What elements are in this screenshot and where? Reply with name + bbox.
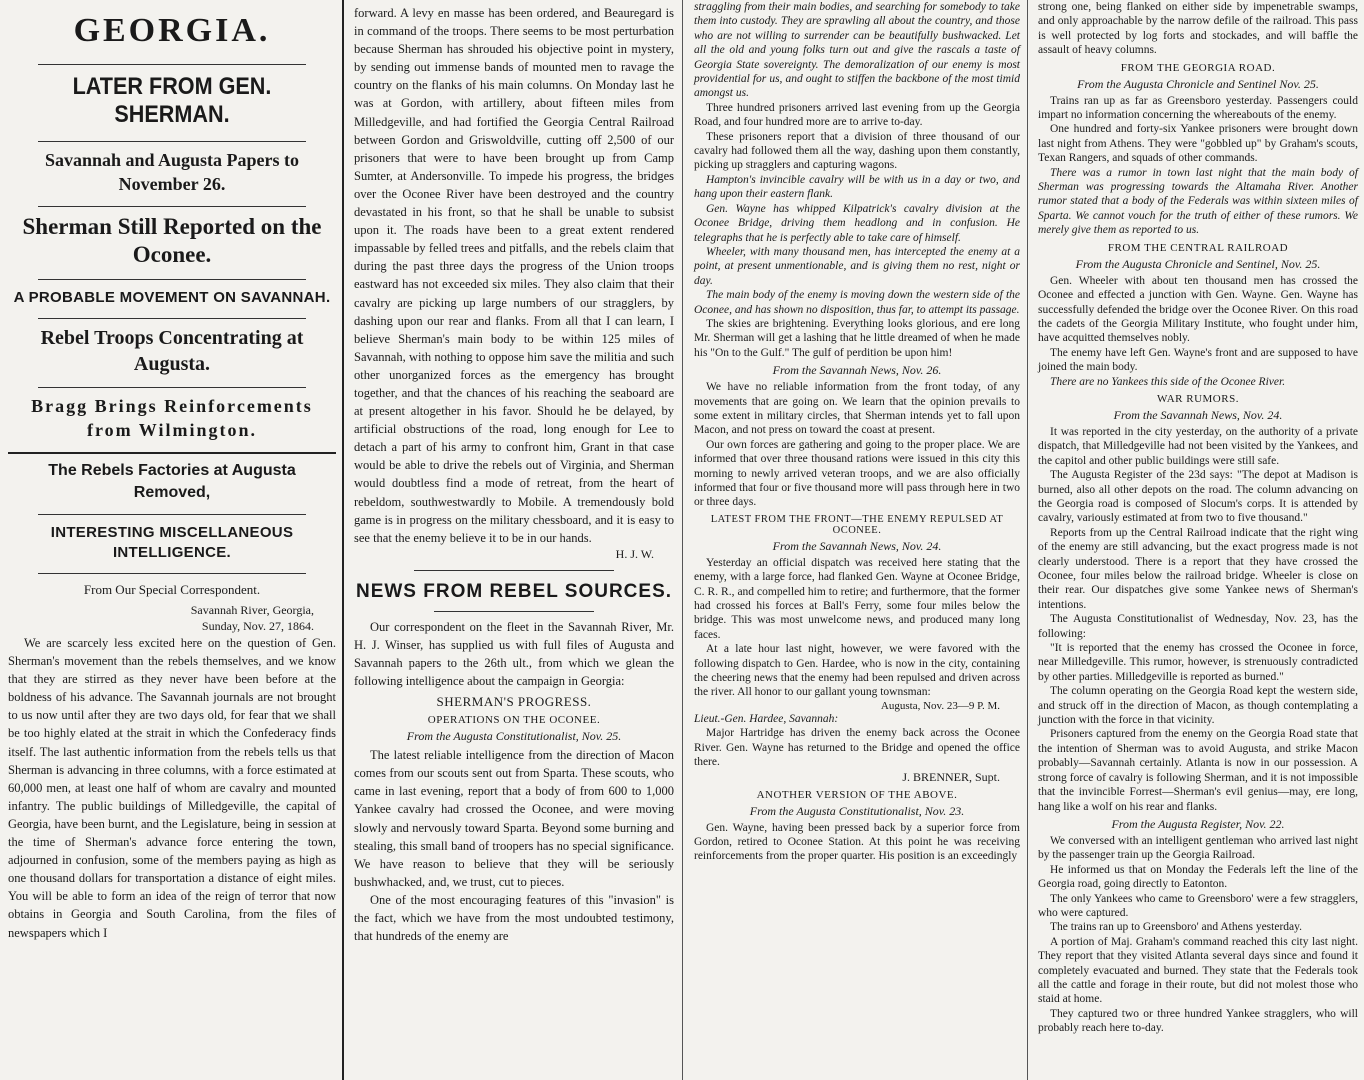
column-rule (342, 0, 344, 1080)
headline-deck: Sherman Still Reported on the Oconee. (22, 214, 322, 267)
article-paragraph: The Augusta Constitutionalist of Wednesday, Nov. 23, has the following: (1038, 613, 1358, 640)
dateline: Savannah River, Georgia, (190, 603, 314, 617)
article-paragraph: Trains ran up as far as Greensboro yesterday. Passengers could impart no information concerning the whereabouts of the enemy. (1038, 94, 1358, 122)
article-paragraph: At a late hour last night, however, we were favored with the following dispatch to Gen. Hardee, who is now in the city, containing the cheering news that the enemy had been repulsed and driven across the river. All honor to our gallant young townsman: (694, 643, 1020, 699)
sub-heading: FROM THE CENTRAL RAILROAD (1107, 241, 1289, 254)
column-rule (1027, 0, 1028, 1080)
article-paragraph: There are no Yankees this side of the Oconee River. (1050, 375, 1286, 388)
source-line: From the Savannah News, Nov. 24. (1113, 407, 1283, 422)
divider (434, 611, 594, 612)
article-paragraph: These prisoners report that a division of three thousand of our cavalry had followed them all the way, dashing upon them constantly, picking up stragglers and capturing wagons. (694, 130, 1020, 172)
headline-deck: Rebel Troops Concentrating at Augusta. (40, 327, 304, 375)
article-paragraph: One hundred and forty-six Yankee prisoners were brought down last night from Athens. They were "gobbled up" by Graham's scouts, Texan Rangers, and squads of other commands. (1038, 123, 1358, 165)
article-paragraph: straggling from their main bodies, and searching for somebody to take them into custody. They are sprawling all about the country, and those who are not willing to surrender can be beautifully bushwacked. Let all the old and young folks turn out and give the rascals a taste of Georgia State sovereignty. The demoralization of our enemy is most providential for us, and ought to stiffen the backbone of the most timid amongst us. (694, 1, 1020, 100)
article-paragraph: Three hundred prisoners arrived last evening from up the Georgia Road, and four hundred more are to arrive to-day. (694, 101, 1020, 129)
signature: J. BRENNER, Supt. (902, 769, 1000, 784)
article-paragraph: strong one, being flanked on either side by impenetrable swamps, and only approachable by the narrow defile of the railroad. This pass is well protected by log forts and stockades, and will baffle the assault of heavy columns. (1038, 1, 1358, 57)
article-paragraph: There was a rumor in town last night that the main body of Sherman was progressing towards the Altamaha River. Another rumor stated that a body of the Federals was within sixteen miles of Sparta. We cannot vouch for the truth of either of these rumors. We merely give them as reported to us. (1038, 166, 1358, 237)
source-line: From the Savannah News, Nov. 24. (772, 538, 942, 553)
article-paragraph: We have no reliable information from the front today, of any movements that are going on. We learn that the opinion prevails to some extent in military circles, that Sherman intends yet to fall upon Macon, and not press on toward the coast at present. (694, 381, 1020, 437)
dispatch-address: Lieut.-Gen. Hardee, Savannah: (694, 712, 839, 725)
source-line: From the Augusta Chronicle and Sentinel, Nov. 25. (1075, 256, 1321, 271)
sub-heading: LATEST FROM THE FRONT—THE ENEMY REPULSED AT OCONEE. (710, 513, 1004, 536)
article-paragraph: We are scarcely less excited here on the question of Gen. Sherman's movement than the rebels themselves, and we know that they are stirred as they never have been before at the boldness of his advance. The Savannah journals are not brought to us now until after they are two days old, for fear that we shall be too highly elated at the strait in which the Confederacy finds itself. The last authentic information from the rebels tells us that Sherman is advancing in three columns, with a force estimated at 60,000 men, at least one half of whom are cavalry and mounted infantry. The public buildings of Milledgeville, the capital of Georgia, have been burnt, and the Legislature, being in session at the time of Sherman's advance force entering the town, adjourned in confusion, some of the members paying as high as one thousand dollars for transportation a distance of eight miles. You will be able to form an idea of the reign of terror that now obtains in Georgia and South Carolina, from the files of newspapers which I (8, 636, 336, 940)
article-paragraph: One of the most encouraging features of this "invasion" is the fact, which we have from the most undoubted testimony, that hundreds of the enemy are (354, 892, 674, 944)
signature: H. J. W. (615, 546, 654, 561)
article-paragraph: They captured two or three hundred Yankee stragglers, who will probably reach here to-day. (1038, 1007, 1358, 1035)
article-paragraph: Hampton's invincible cavalry will be with us in a day or two, and hang upon their eastern flank. (694, 173, 1020, 201)
article-paragraph: It was reported in the city yesterday, on the authority of a private dispatch, that Milledgeville had not been visited by the Yankees, and the capitol and other public buildings were still safe. (1038, 425, 1358, 467)
column-1 (0, 0, 342, 1080)
source-line: From the Augusta Constitutionalist, Nov. 25. (406, 729, 622, 744)
article-paragraph: Yesterday an official dispatch was received here stating that the enemy, with a large force, had flanked Gen. Wayne at Oconee Bridge, C. R. R., and compelled him to retire; and furthermore, that the former had crossed his forces at Ball's Ferry, some four miles below the bridge. This was most unwelcome news, and produced many long faces. (694, 556, 1020, 641)
article-paragraph: Gen. Wayne, having been pressed back by a superior force from Gordon, retired to Oconee Station. At this point he was receiving reinforcements from the proper quarter. His position is an exceedingly (694, 821, 1020, 863)
article-paragraph: The enemy have left Gen. Wayne's front and are supposed to have joined the main body. (1038, 346, 1358, 374)
column-4 (1030, 0, 1364, 1080)
source-line: From the Augusta Constitutionalist, Nov. 23. (749, 803, 965, 818)
divider (414, 570, 614, 571)
article-paragraph: The latest reliable intelligence from the direction of Macon comes from our scouts sent out from Sparta. These scouts, who came in last evening, report that a body of from 600 to 1,000 Yankee cavalry had crossed the Oconee, and were moving slowly and nervously toward Sparta. Beyond some burning and stealing, this small band of troopers has no special significance. We have reason to believe that they will be seriously bushwhacked, and, we trust, cut to pieces. (354, 748, 674, 889)
source-line: From the Savannah News, Nov. 26. (772, 363, 942, 378)
headline-deck: INTERESTING MISCELLANEOUS INTELLIGENCE. (50, 524, 294, 561)
source-line: From the Augusta Register, Nov. 22. (1111, 816, 1285, 831)
article-paragraph: Prisoners captured from the enemy on the Georgia Road state that the intention of Sherman was to avoid Augusta, and strike Macon probably—Savannah certainly. Atlanta is now in our possession. A strong force of cavalry is following Sherman, and it is not impossible that the invincible Forrest—Sherman's evil genius—may, ere long, hang like a wolf on his rear and flanks. (1038, 728, 1358, 813)
column-3 (686, 0, 1026, 1080)
sub-heading: OPERATIONS ON THE OCONEE. (427, 714, 601, 727)
divider (38, 573, 306, 574)
article-paragraph: The only Yankees who came to Greensboro' were a few stragglers, who were captured. (1038, 892, 1358, 919)
article-paragraph: The Augusta Register of the 23d says: "The depot at Madison is burned, also all other depots on the road. The column advancing on the Georgia road is composed of Slocum's corps. It is attended by cavalry, variously estimated at from two to five thousand." (1038, 469, 1358, 525)
headline-deck: Savannah and Augusta Papers to November 26. (44, 150, 300, 194)
article-paragraph: Wheeler, with many thousand men, has intercepted the enemy at a point, at present unmentionable, and is giving them no rest, night or day. (694, 245, 1020, 287)
byline: From Our Special Correspondent. (83, 582, 261, 597)
article-paragraph: Gen. Wheeler with about ten thousand men has crossed the Oconee and effected a junction with Gen. Wayne. Gen. Wayne has successfully defended the bridge over the Oconee River. On this road the cadets of the Georgia Military Institute, who fought under him, have acquitted themselves nobly. (1038, 274, 1358, 345)
article-paragraph: "It is reported that the enemy has crossed the Oconee in force, near Milledgeville. This rumor, however, is strenuously contradicted by other parties. Milledgeville is reported as burned." (1038, 642, 1358, 683)
headline-deck: A PROBABLE MOVEMENT ON SAVANNAH. (13, 289, 331, 306)
sub-heading: ANOTHER VERSION OF THE ABOVE. (756, 788, 958, 801)
source-line: From the Augusta Chronicle and Sentinel Nov. 25. (1077, 76, 1319, 91)
article-paragraph: Gen. Wayne has whipped Kilpatrick's cavalry division at the Oconee Bridge, driving them headlong and in confusion. He telegraphs that he is perfectly able to take care of himself. (694, 202, 1020, 244)
dateline: Sunday, Nov. 27, 1864. (201, 619, 314, 633)
article-paragraph: The column operating on the Georgia Road kept the western side, and struck off in the direction of Macon, as though contemplating a junction with the force in that vicinity. (1038, 685, 1358, 727)
article-paragraph: The main body of the enemy is moving down the western side of the Oconee, and has shown no disposition, thus far, to attempt its passage. (694, 289, 1020, 316)
article-paragraph: Reports from up the Central Railroad indicate that the right wing of the enemy are still advancing, but the exact progress made is not clearly understood. There is a report that they have crossed the Oconee, four miles below the railroad bridge. Wheeler is close on their rear. Our dispatches give some Yankee news of Sherman's intentions. (1038, 526, 1358, 611)
sub-heading: FROM THE GEORGIA ROAD. (1120, 61, 1276, 74)
article-paragraph: The skies are brightening. Everything looks glorious, and ere long Mr. Sherman will get a lashing that he little dreamed of when he made his "On to the Gulf." The gulf of perdition be upon him! (694, 317, 1020, 359)
article-paragraph: Major Hartridge has driven the enemy back across the Oconee River. Gen. Wayne has returned to the Bridge and opened the office there. (694, 727, 1020, 769)
section-heading: NEWS FROM REBEL SOURCES. (355, 580, 673, 602)
headline-deck: Bragg Brings Reinforcements from Wilmington. (31, 396, 313, 440)
article-paragraph: Our own forces are gathering and going to the proper place. We are informed that over three thousand rations were issued in this city this morning to newly arrived veteran troops, and we are also officially informed that four or five thousand more will pass through here in two or three days. (694, 438, 1020, 509)
sub-heading: WAR RUMORS. (1157, 392, 1239, 405)
headline-deck: The Rebels Factories at Augusta Removed, (48, 462, 296, 501)
page-title: GEORGIA. (73, 12, 271, 49)
article-paragraph: We conversed with an intelligent gentleman who arrived last night by the passenger train up the Georgia Railroad. (1038, 834, 1358, 862)
headline-deck: LATER FROM GEN. SHERMAN. (72, 73, 272, 128)
column-rule (682, 0, 683, 1080)
article-paragraph: He informed us that on Monday the Federals left the line of the Georgia road, going directly to Eatonton. (1038, 863, 1358, 891)
dispatch-dateline: Augusta, Nov. 23—9 P. M. (880, 699, 1000, 712)
article-paragraph: The trains ran up to Greensboro' and Athens yesterday. (1050, 921, 1303, 934)
article-paragraph: Our correspondent on the fleet in the Savannah River, Mr. H. J. Winser, has supplied us with full files of Augusta and Savannah papers to the 26th ult., from which we glean the following intelligence about the campaign in Georgia: (354, 619, 674, 689)
column-2 (346, 0, 680, 1080)
article-paragraph: forward. A levy en masse has been ordered, and Beauregard is in command of the troops. There seems to be most perturbation because Sherman has shrouded his objective point in mystery, by sending out immense bands of mounted men to ravage the country on the flanks of his main columns. On Monday last he was at Gordon, with artillery, about fifteen miles from Milledgeville, and had fortified the Georgia Central Railroad between Gordon and Griswoldville, cutting off 2,500 of our prisoners that were to have been brought up from Camp Sumter, at Andersonville. To impede his progress, the bridges over the Oconee River have been destroyed and the country devastated in his front, so that he shall be unable to subsist upon it. The roads have been to a great extent rendered impassable by felled trees and pitfalls, and the rebels claim that during the past three days the progress of the Union troops eastward has not exceeded six miles. They also claim that their cavalry are picking up large numbers of our stragglers, by dashing upon our rear and flanks. From all that I can learn, I believe Sherman's main body to be within 125 miles of Savannah, with nothing to oppose him save the militia and such other unorganized forces as the emergency has brought together, and that the chances of his reaching the seaboard are at present altogether in his favor. Should he be delayed, by artificial obstructions of the road, long enough for Lee to detach a part of his army to confront him, Grant in that case would be able to drive the rebels out of Virginia, and Sherman would doubtless find a mode of retreat, from the heart of rebeldom, southwestwardly to Mobile. A tremendously bold game is in progress on the military chessboard, and it is easy to see that the enemy believe it to be in our hands. (354, 6, 674, 545)
article-paragraph: A portion of Maj. Graham's command reached this city last night. They report that they visited Atlanta several days since and found it completely evacuated and burned. They state that the Federals took all the cattle and forage in their route, but did not molest those who staid at home. (1038, 935, 1358, 1006)
sub-heading: SHERMAN'S PROGRESS. (436, 694, 592, 710)
